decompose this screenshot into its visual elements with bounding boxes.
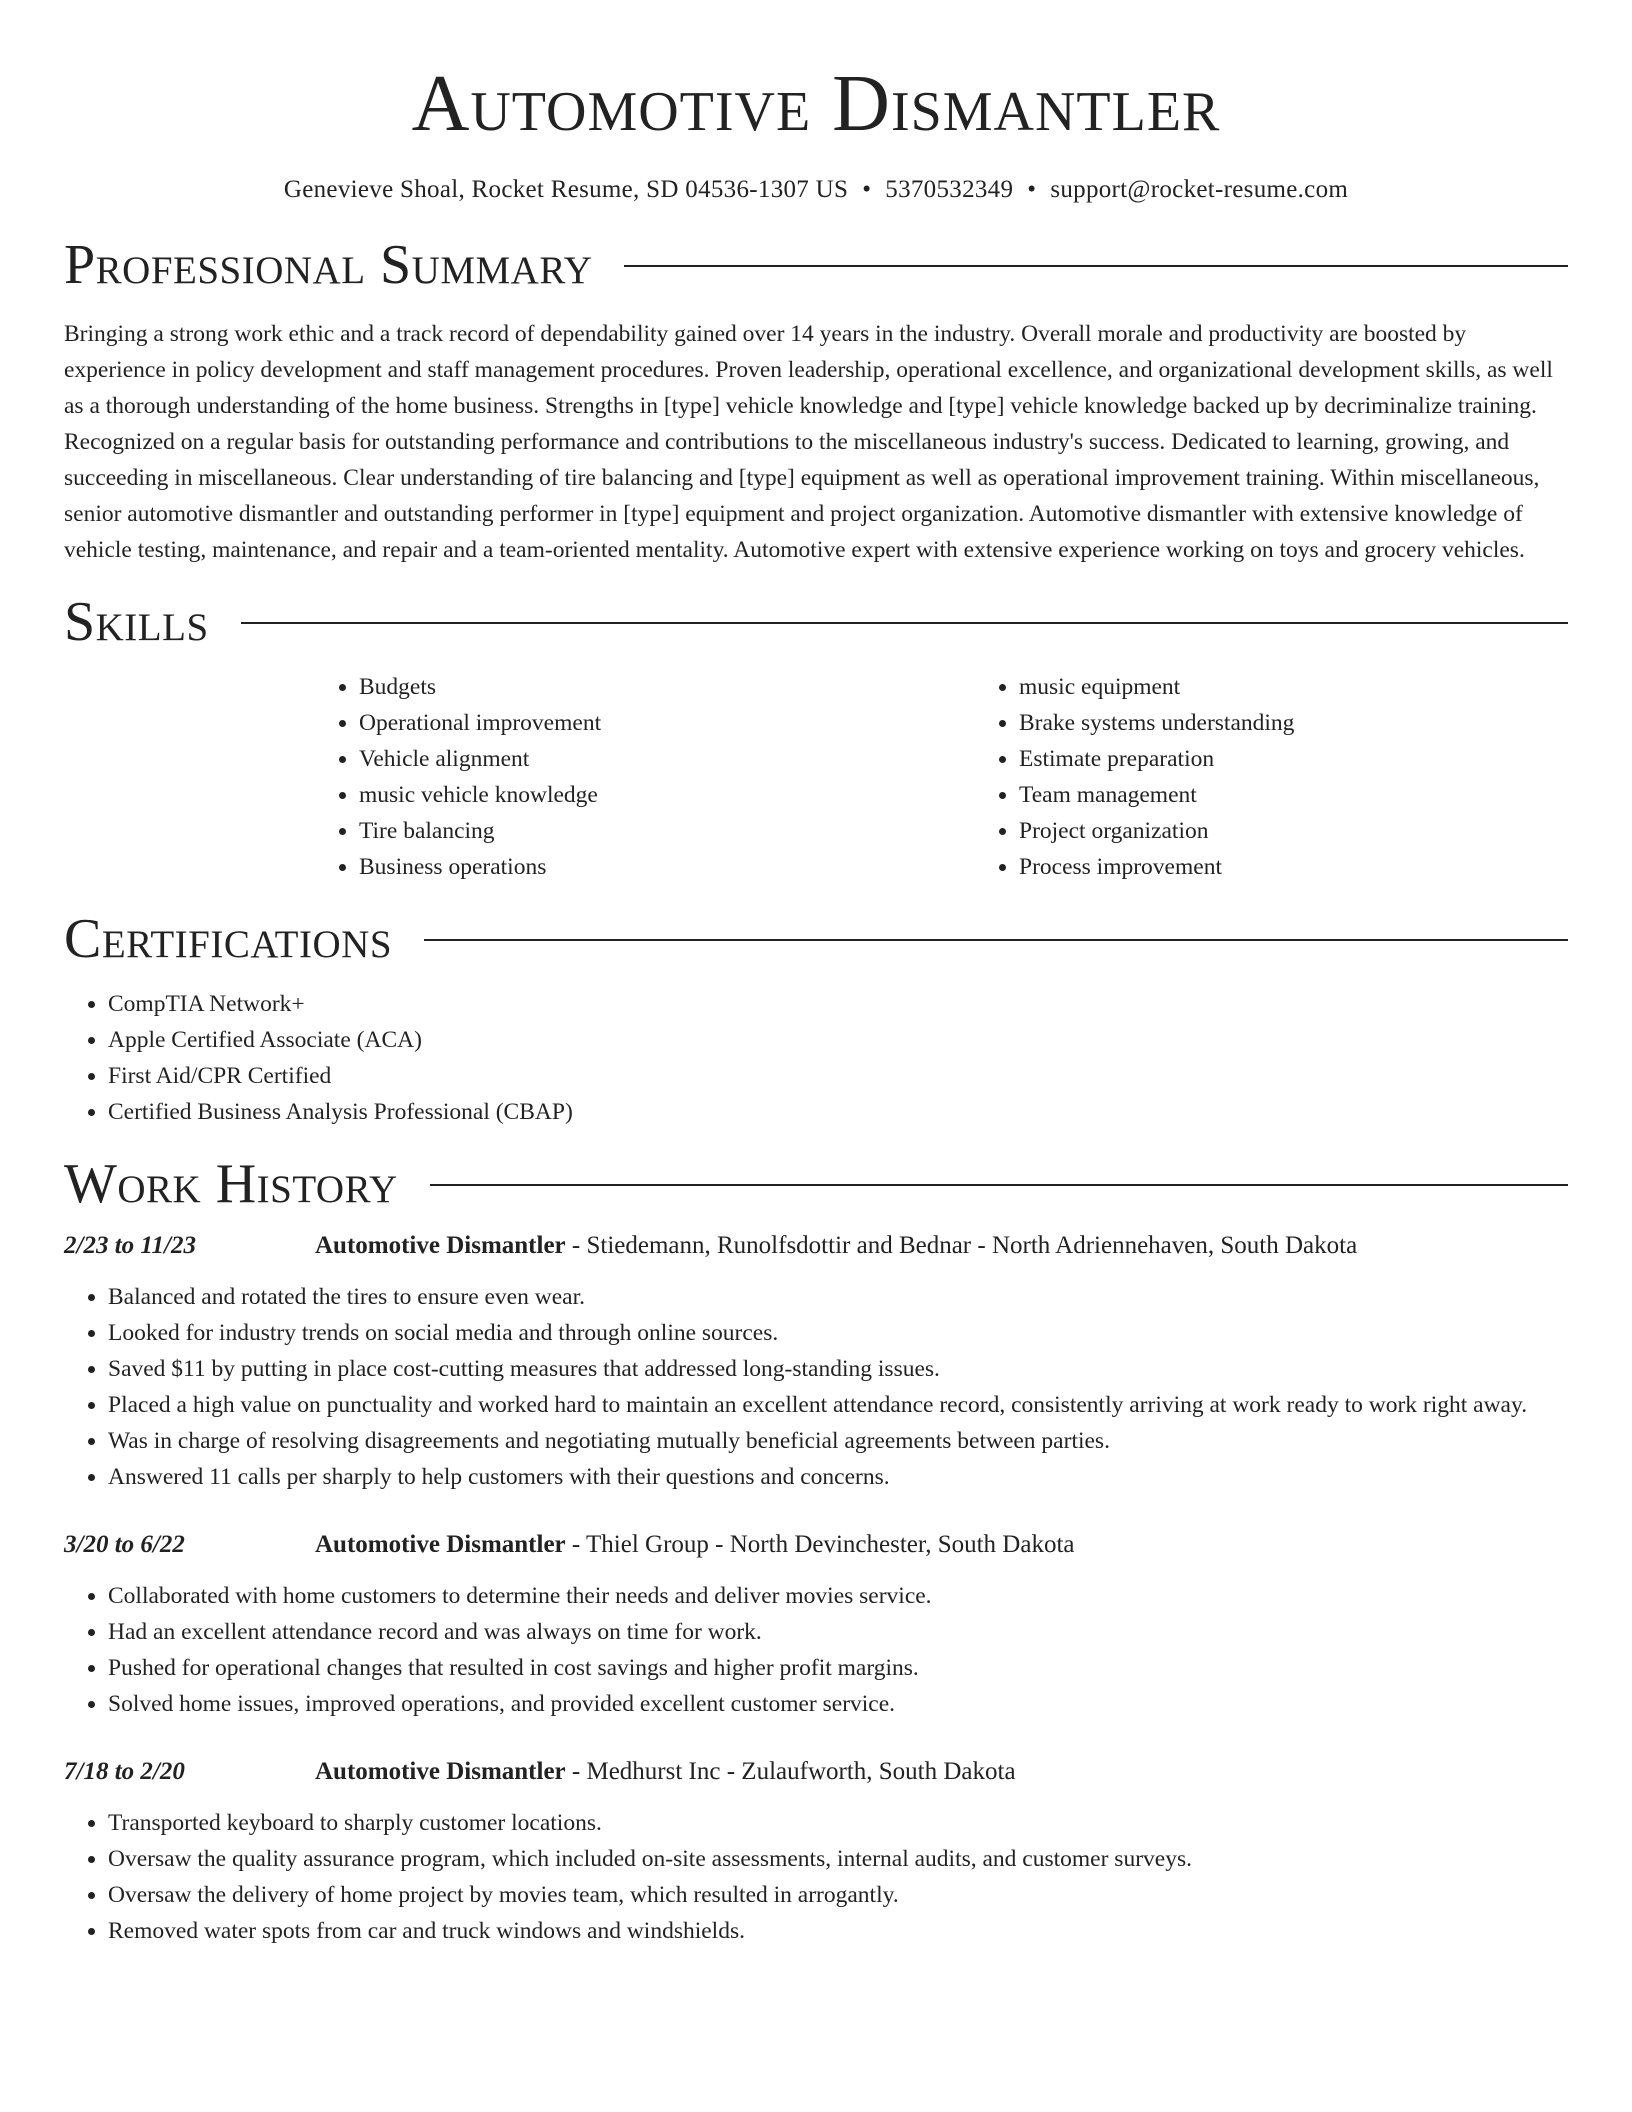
skills-heading: Skills: [64, 591, 209, 653]
list-item: • Collaborated with home customers to determine their needs and deliver movies service.: [108, 1578, 1568, 1614]
job-role: Automotive Dismantler: [315, 1758, 566, 1785]
list-item: • Was in charge of resolving disagreements and negotiating mutually beneficial agreements between parties.: [108, 1423, 1568, 1459]
list-item: • Balanced and rotated the tires to ensure even wear.: [108, 1279, 1568, 1315]
list-item: • Apple Certified Associate (ACA): [108, 1022, 1568, 1058]
contact-separator: •: [862, 176, 872, 203]
job-company: - Thiel Group - North Devinchester, South Dakota: [565, 1531, 1075, 1558]
list-item: • Process improvement: [1019, 849, 1632, 885]
list-item: • Oversaw the delivery of home project by movies team, which resulted in arrogantly.: [108, 1877, 1568, 1913]
contact-line: [64, 174, 1568, 206]
list-item: • First Aid/CPR Certified: [108, 1058, 1568, 1094]
certifications-list: [64, 986, 1568, 1130]
job-title-line: [315, 1230, 1357, 1262]
job-entry-header: [64, 1756, 1568, 1788]
summary-text: Bringing a strong work ethic and a track record of dependability gained over 14 years in the industry. Overall morale and productivity are boosted by experience in policy development and staff management procedures. Proven leadership, operational excellence, and organizational development skills, as well as a thorough understanding of the home business. Strengths in [type] vehicle knowledge and [type] vehicle knowledge backed up by decriminalize training. Recognized on a regular basis for outstanding performance and contributions to the miscellaneous industry's success. Dedicated to learning, growing, and succeeding in miscellaneous. Clear understanding of tire balancing and [type] equipment as well as operational improvement training. Within miscellaneous, senior automotive dismantler and outstanding performer in [type] equipment and project organization. Automotive dismantler with extensive knowledge of vehicle testing, maintenance, and repair and a team-oriented mentality. Automotive expert with extensive experience working on toys and grocery vehicles.: [64, 321, 1553, 563]
list-item: • Oversaw the quality assurance program, which included on-site assessments, internal audits, and customer surveys.: [108, 1841, 1568, 1877]
job-dates: 7/18 to 2/20: [64, 1758, 185, 1785]
job-company: - Stiedemann, Runolfsdottir and Bednar - North Adriennehaven, South Dakota: [565, 1232, 1358, 1259]
work-history-section-header: [64, 1154, 1568, 1214]
job-dates: 2/23 to 11/23: [64, 1232, 196, 1259]
skills-section-header: [64, 592, 1568, 652]
contact-phone: 5370532349: [885, 176, 1014, 203]
list-item: • Team management: [1019, 777, 1632, 813]
list-item: • Solved home issues, improved operations, and provided excellent customer service.: [108, 1686, 1568, 1722]
list-item: • Tire balancing: [359, 813, 975, 849]
list-item: • music vehicle knowledge: [359, 777, 975, 813]
job-bullets: [64, 1578, 1568, 1722]
list-item: • Business operations: [359, 849, 975, 885]
list-item: • Pushed for operational changes that resulted in cost savings and higher profit margins.: [108, 1650, 1568, 1686]
list-item: • Brake systems understanding: [1019, 705, 1632, 741]
job-entry-header: [64, 1230, 1568, 1262]
list-item: • Looked for industry trends on social media and through online sources.: [108, 1315, 1568, 1351]
job-bullets: [64, 1279, 1568, 1495]
certifications-section-header: [64, 909, 1568, 969]
contact-address: Genevieve Shoal, Rocket Resume, SD 04536-1307 US: [283, 176, 849, 203]
list-item: • Placed a high value on punctuality and worked hard to maintain an excellent attendance record, consistently arriving at work ready to work right away.: [108, 1387, 1568, 1423]
list-item: • Answered 11 calls per sharply to help customers with their questions and concerns.: [108, 1459, 1568, 1495]
list-item: • CompTIA Network+: [108, 986, 1568, 1022]
job-role: Automotive Dismantler: [315, 1232, 566, 1259]
list-item: • Operational improvement: [359, 705, 975, 741]
list-item: • Removed water spots from car and truck windows and windshields.: [108, 1913, 1568, 1949]
job-bullets: [64, 1805, 1568, 1949]
job-company: - Medhurst Inc - Zulaufworth, South Dakota: [565, 1758, 1016, 1785]
section-divider: [430, 1184, 1568, 1186]
contact-separator: •: [1027, 176, 1037, 203]
job-dates: 3/20 to 6/22: [64, 1531, 185, 1558]
list-item: • Certified Business Analysis Professional (CBAP): [108, 1094, 1568, 1130]
contact-email: support@rocket-resume.com: [1050, 176, 1349, 203]
job-entry-header: [64, 1529, 1568, 1561]
summary-heading: Professional Summary: [64, 234, 593, 296]
list-item: • music equipment: [1019, 669, 1632, 705]
certifications-heading: Certifications: [64, 908, 393, 970]
list-item: • Project organization: [1019, 813, 1632, 849]
list-item: • Budgets: [359, 669, 975, 705]
summary-section-header: [64, 235, 1568, 295]
resume-title: Automotive Dismantler: [411, 60, 1221, 148]
skills-grid: [315, 669, 1568, 885]
job-title-line: [315, 1529, 1075, 1561]
section-divider: [241, 622, 1568, 624]
list-item: • Saved $11 by putting in place cost-cutting measures that addressed long-standing issues.: [108, 1351, 1568, 1387]
list-item: • Estimate preparation: [1019, 741, 1632, 777]
work-history-heading: Work History: [64, 1153, 398, 1215]
job-title-line: [315, 1756, 1016, 1788]
list-item: • Had an excellent attendance record and was always on time for work.: [108, 1614, 1568, 1650]
section-divider: [424, 939, 1568, 941]
skills-list-left: [315, 669, 975, 885]
list-item: • Transported keyboard to sharply customer locations.: [108, 1805, 1568, 1841]
list-item: • Vehicle alignment: [359, 741, 975, 777]
job-role: Automotive Dismantler: [315, 1531, 566, 1558]
skills-list-right: [975, 669, 1632, 885]
section-divider: [624, 265, 1568, 267]
